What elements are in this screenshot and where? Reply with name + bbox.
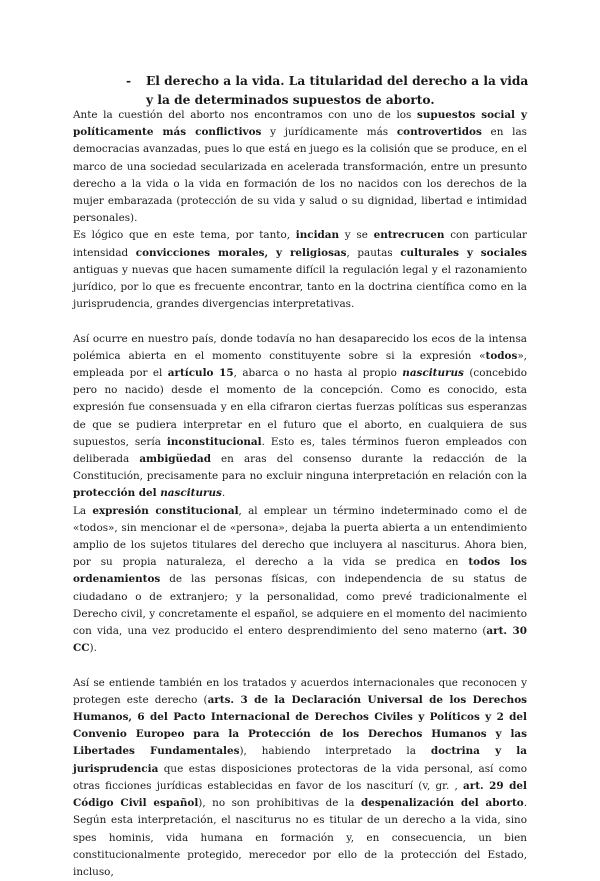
emphasis-text: artículo 15: [167, 367, 234, 380]
paragraph-2: [73, 227, 527, 313]
body-text: y jurídicamente más: [261, 126, 397, 139]
paragraph-3: [73, 331, 527, 503]
emphasis-text: todos: [485, 349, 518, 362]
emphasis-text: art. 30 CC: [73, 625, 528, 655]
body-text: y se: [339, 229, 374, 242]
body-text: con particular intensidad: [73, 229, 527, 259]
paragraph-1: [73, 107, 527, 227]
body-text: Es lógico que en este tema, por tanto,: [73, 229, 296, 242]
paragraph-5: [73, 675, 527, 881]
section-heading: [127, 72, 537, 110]
section-heading-text: El derecho a la vida. La titularidad del derecho a la vida y la de determinados supuestos de aborto.: [146, 74, 529, 107]
emphasis-text: ambigüedad: [139, 453, 211, 466]
body-text: , al emplear un término indeterminado como el de «todos», sin mencionar el de «persona», dejaba la puerta abierta a un entendimiento amplio de los sujetos titulares del derecho que incluyera al nasciturus. Ahora bien, por su propia naturaleza, el derecho a la vida se predica en: [73, 504, 527, 569]
list-bullet: -: [126, 74, 132, 88]
emphasis-text: arts. 3 de la Declaración Universal de los Derechos Humanos, 6 del Pacto Internacional de Derechos Civiles y Políticos y 2 del Convenio Europeo para la Protección de los Derechos Humanos y las Libertades Fundamentales: [73, 693, 527, 758]
emphasis-text: supuestos social y políticamente más conflictivos: [73, 109, 527, 139]
emphasis-text: nasciturus: [402, 367, 464, 380]
body-text: en las democracias avanzadas, pues lo que está en juego es la colisión que se produce, en el marco de una sociedad secularizada en acelerada transformación, entre un presunto derecho a la vida o la vida en formación de los no nacidos con los derechos de la mujer embarazada (protección de su vida y salud o su dignidad, libertad e intimidad personales).: [73, 126, 527, 225]
body-text: , abarca o no hasta al propio: [233, 367, 403, 380]
emphasis-text: controvertidos: [396, 126, 482, 139]
emphasis-text: incidan: [295, 229, 340, 242]
body-text: .: [221, 487, 226, 500]
document-body: [73, 107, 527, 881]
paragraph-4: [73, 503, 527, 658]
emphasis-text: todos los ordenamientos: [73, 556, 527, 586]
body-text: de las personas físicas, con independencia de su status de ciudadano o de extranjero; y la personalidad, como prevé tradicionalmente el Derecho civil, y concretamente el español, se adquiere en el momento del nacimiento con vida, una vez producido el entero desprendimiento del seno materno (: [73, 573, 527, 638]
body-text: antiguas y nuevas que hacen sumamente difícil la regulación legal y el razonamiento jurídico, por lo que es frecuente encontrar, tanto en la doctrina científica como en la jurisprudencia, grandes divergencias interpretativas.: [73, 263, 527, 311]
body-text: (concebido pero no nacido) desde el momento de la concepción. Como es conocido, esta expresión fue consensuada y en ella cifraron ciertas fuerzas políticas sus esperanzas de que se pudiera interpretar en el futuro que el aborto, en cualquiera de sus supuestos, sería: [73, 367, 528, 448]
emphasis-text: despenalización del aborto: [360, 797, 524, 810]
emphasis-text: convicciones morales, y religiosas: [135, 246, 347, 259]
emphasis-text: art. 29 del Código Civil español: [73, 779, 527, 810]
body-text: », empleada por el: [73, 349, 527, 380]
body-text: ).: [89, 642, 97, 655]
body-text: La: [73, 504, 93, 517]
emphasis-text: expresión constitucional: [92, 504, 239, 517]
emphasis-text: nasciturus: [160, 487, 222, 500]
body-text: . Esto es, tales términos fueron empleados con deliberada: [73, 435, 527, 466]
body-text: ), habiendo interpretado la: [239, 745, 431, 758]
body-text: Así se entiende también en los tratados y acuerdos internacionales que reconocen y protegen este derecho (: [73, 676, 527, 706]
emphasis-text: doctrina y la jurisprudencia: [73, 745, 527, 775]
body-text: . Según esta interpretación, el nasciturus no es titular de un derecho a la vida, sino spes hominis, vida humana en formación y, en consecuencia, un bien constitucionalmente protegido, merecedor por ello de la protección del Estado, incluso,: [73, 797, 528, 878]
emphasis-text: protección del: [73, 487, 161, 500]
emphasis-text: entrecrucen: [373, 229, 445, 242]
emphasis-text: culturales y sociales: [400, 246, 527, 259]
emphasis-text: inconstitucional: [166, 435, 262, 448]
body-text: ), no son prohibitivas de la: [198, 797, 361, 810]
body-text: que estas disposiciones protectoras de la vida personal, así como otras ficciones jurídicas establecidas en favor de los nasciturí (v, gr. ,: [73, 762, 527, 792]
body-text: Así ocurre en nuestro país, donde todavía no han desaparecido los ecos de la intensa polémica abierta en el momento constituyente sobre si la expresión «: [73, 332, 527, 362]
body-text: en aras del consenso durante la redacción de la Constitución, precisamente para no excluir ninguna interpretación en relación con la: [73, 453, 527, 483]
body-text: , pautas: [346, 246, 401, 259]
body-text: Ante la cuestión del aborto nos encontramos con uno de los: [73, 109, 418, 121]
